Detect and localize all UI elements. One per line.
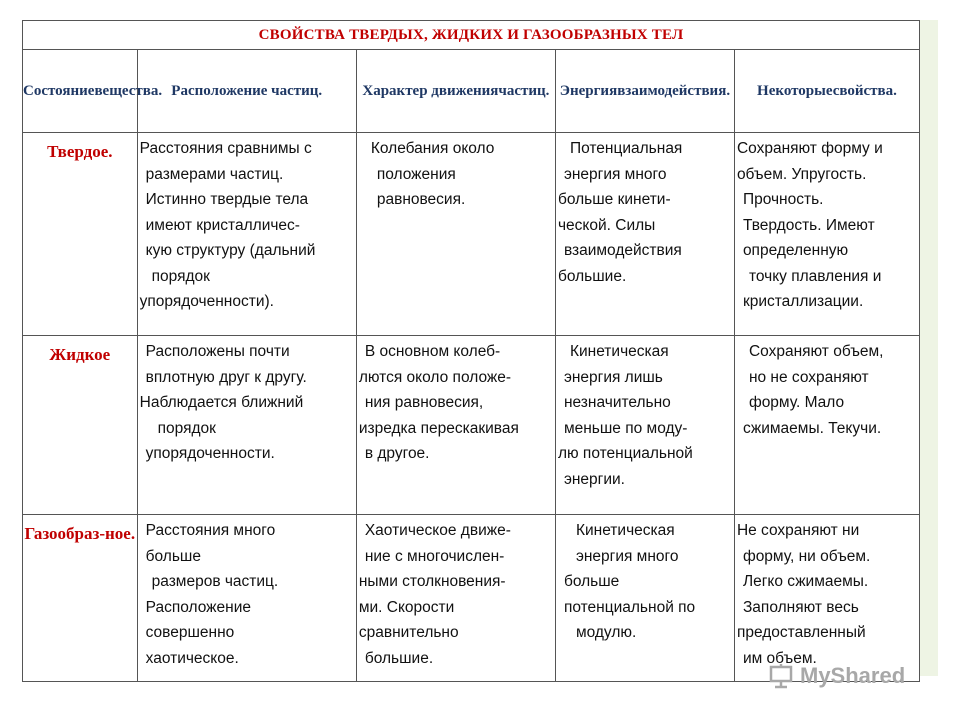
header-row xyxy=(23,50,920,133)
energy-cell: Кинетическая энергия много больше потенциальной по модулю. xyxy=(555,515,734,682)
arrangement-cell: Расположены почти вплотную друг к другу. Наблюдается ближний порядок упорядоченности. xyxy=(137,336,356,515)
title-row xyxy=(23,21,920,50)
arrangement-cell: Расстояния много больше размеров частиц. Расположение совершенно хаотическое. xyxy=(137,515,356,682)
table-row-solid xyxy=(23,133,920,336)
header-state: Состояниевещества. xyxy=(23,50,138,133)
table-row-liquid xyxy=(23,336,920,515)
table-title: СВОЙСТВА ТВЕРДЫХ, ЖИДКИХ И ГАЗООБРАЗНЫХ ТЕЛ xyxy=(23,21,920,50)
header-properties: Некоторыесвойства. xyxy=(734,50,919,133)
header-energy: Энергиявзаимодействия. xyxy=(555,50,734,133)
properties-table xyxy=(22,20,920,682)
motion-cell: Колебания около положения равновесия. xyxy=(356,133,555,336)
motion-cell: Хаотическое движе- ние с многочислен- ными столкновения- ми. Скорости сравнительно большие. xyxy=(356,515,555,682)
presentation-board-icon xyxy=(768,663,794,689)
properties-cell: Сохраняют объем, но не сохраняют форму. Мало сжимаемы. Текучи. xyxy=(734,336,919,515)
header-arrangement: Расположение частиц. xyxy=(137,50,356,133)
energy-cell: Кинетическая энергия лишь незначительно меньше по моду- лю потенциальной энергии. xyxy=(555,336,734,515)
state-label: Газообраз-ное. xyxy=(23,515,138,682)
arrangement-cell: Расстояния сравнимы с размерами частиц. Истинно твердые тела имеют кристалличес- кую структуру (дальний порядок упорядоченности). xyxy=(137,133,356,336)
watermark xyxy=(768,656,928,696)
properties-cell: Не сохраняют ни форму, ни объем. Легко сжимаемы. Заполняют весь предоставленный им объем. xyxy=(734,515,919,682)
motion-cell: В основном колеб- лются около положе- ния равновесия, изредка перескакивая в другое. xyxy=(356,336,555,515)
watermark-text: MyShared xyxy=(800,663,906,688)
state-label: Жидкое xyxy=(23,336,138,515)
state-label: Твердое. xyxy=(23,133,138,336)
properties-cell: Сохраняют форму и объем. Упругость. Прочность. Твердость. Имеют определенную точку плавления и кристаллизации. xyxy=(734,133,919,336)
header-motion: Характер движениячастиц. xyxy=(356,50,555,133)
energy-cell: Потенциальная энергия много больше кинети- ческой. Силы взаимодействия большие. xyxy=(555,133,734,336)
